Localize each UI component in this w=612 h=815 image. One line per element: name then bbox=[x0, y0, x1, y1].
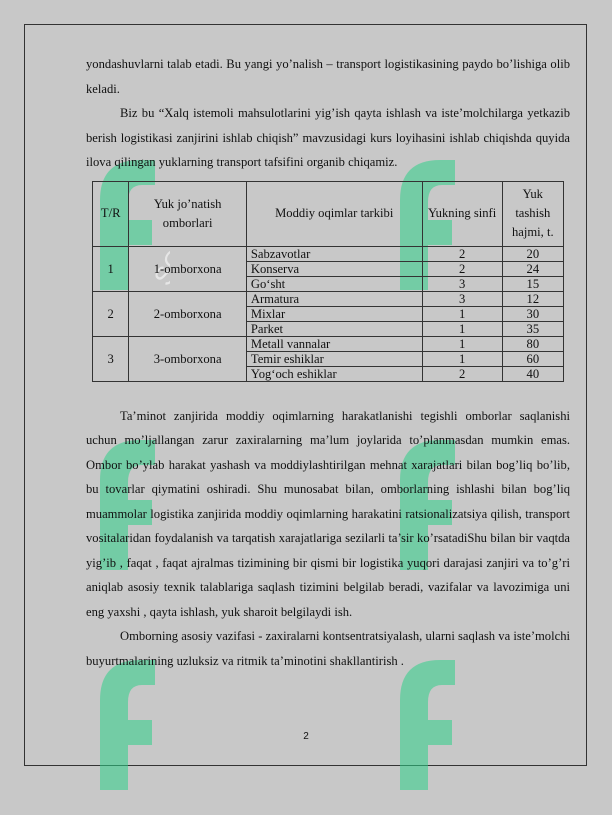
item-class: 2 bbox=[422, 261, 502, 276]
item-name: Parket bbox=[246, 321, 422, 336]
column-header: T/R bbox=[93, 181, 129, 246]
svg-text:SOFF: SOFF bbox=[147, 215, 170, 291]
document-body bbox=[86, 52, 570, 673]
item-name: Sabzavotlar bbox=[246, 246, 422, 261]
paragraph: Ta’minot zanjirida moddiy oqimlarning harakatlanishi tegishli omborlar saqlanishi uchun mo’ljallangan zarur zaxiralarning ma’lum joylarida to’planmasdan mumkin emas. Ombor bo’ylab harakat yashash va moddiylashtirilgan mehnat xarajatlari bilan bog’liq bo’lib, bu tovarlar qiymatini oshiradi. Shu munosabat bilan, omborlarning ishlashi bilan bog’liq muammolar logistika zanjirida moddiy oqimlarning harakatini ratsionalizatsiya qilish, transport vositalaridan foydalanish va tarqatish xarajatlariga sezilarli ta’sir ko’rsatadiShu bilan bir vaqtda yig’ib , faqat , faqat ajralmas tizimining bir qismi bir logistika yuqori darajasi zanjiri va to’g’ri aniqlab asosiy texnik talablariga saqlash tizimini belgilab beradi, vazifalar va lavozimiga uni eng yaxshi , qayta ishlash, yuk sharoit belgilaydi ish. bbox=[86, 408, 570, 619]
item-volume: 40 bbox=[502, 366, 563, 381]
column-header: Yuk tashish hajmi, t. bbox=[502, 181, 563, 246]
row-number: 2 bbox=[93, 291, 129, 336]
item-name: Konserva bbox=[246, 261, 422, 276]
warehouse-name: 1-omborxona bbox=[129, 246, 246, 291]
cargo-table bbox=[92, 181, 564, 382]
column-header: Moddiy oqimlar tarkibi bbox=[246, 181, 422, 246]
item-name: Mixlar bbox=[246, 306, 422, 321]
item-name: Armatura bbox=[246, 291, 422, 306]
item-class: 1 bbox=[422, 336, 502, 351]
item-volume: 80 bbox=[502, 336, 563, 351]
item-class: 3 bbox=[422, 291, 502, 306]
item-volume: 12 bbox=[502, 291, 563, 306]
item-volume: 35 bbox=[502, 321, 563, 336]
table-row bbox=[93, 246, 564, 261]
item-volume: 15 bbox=[502, 276, 563, 291]
paragraph: Biz bu “Xalq istemoli mahsulotlarini yig’ish qayta ishlash va iste’molchilarga yetkazib berish logistikasi zanjirini ishlab chiqish” mavzusidagi kurs loyihasini ishlab chiqishda quyida ilova qilingan yuklarning transport tafsifini organib chiqamiz. bbox=[86, 106, 570, 169]
item-class: 3 bbox=[422, 276, 502, 291]
row-number: 1 bbox=[93, 246, 129, 291]
row-number: 3 bbox=[93, 336, 129, 381]
column-header: Yuk jo’natish omborlari bbox=[129, 181, 246, 246]
column-header: Yukning sinfi bbox=[422, 181, 502, 246]
item-class: 2 bbox=[422, 246, 502, 261]
paragraph: yondashuvlarni talab etadi. Bu yangi yo’nalish – transport logistikasining paydo bo’lishiga olib keladi. bbox=[86, 57, 570, 96]
item-name: Metall vannalar bbox=[246, 336, 422, 351]
item-volume: 24 bbox=[502, 261, 563, 276]
paragraph: Omborning asosiy vazifasi - zaxiralarni kontsentratsiyalash, ularni saqlash va iste’molchi buyurtmalarining uzluksiz va ritmik ta’minotini shakllantirish . bbox=[86, 629, 570, 668]
item-class: 2 bbox=[422, 366, 502, 381]
item-volume: 20 bbox=[502, 246, 563, 261]
item-name: Go‘sht bbox=[246, 276, 422, 291]
table-header-row bbox=[93, 181, 564, 246]
warehouse-name: 3-omborxona bbox=[129, 336, 246, 381]
item-class: 1 bbox=[422, 321, 502, 336]
item-name: Yog‘och eshiklar bbox=[246, 366, 422, 381]
warehouse-name: 2-omborxona bbox=[129, 291, 246, 336]
table-row bbox=[93, 336, 564, 351]
item-volume: 30 bbox=[502, 306, 563, 321]
item-name: Temir eshiklar bbox=[246, 351, 422, 366]
item-class: 1 bbox=[422, 351, 502, 366]
item-volume: 60 bbox=[502, 351, 563, 366]
item-class: 1 bbox=[422, 306, 502, 321]
table-row bbox=[93, 291, 564, 306]
page-number: 2 bbox=[303, 731, 309, 742]
